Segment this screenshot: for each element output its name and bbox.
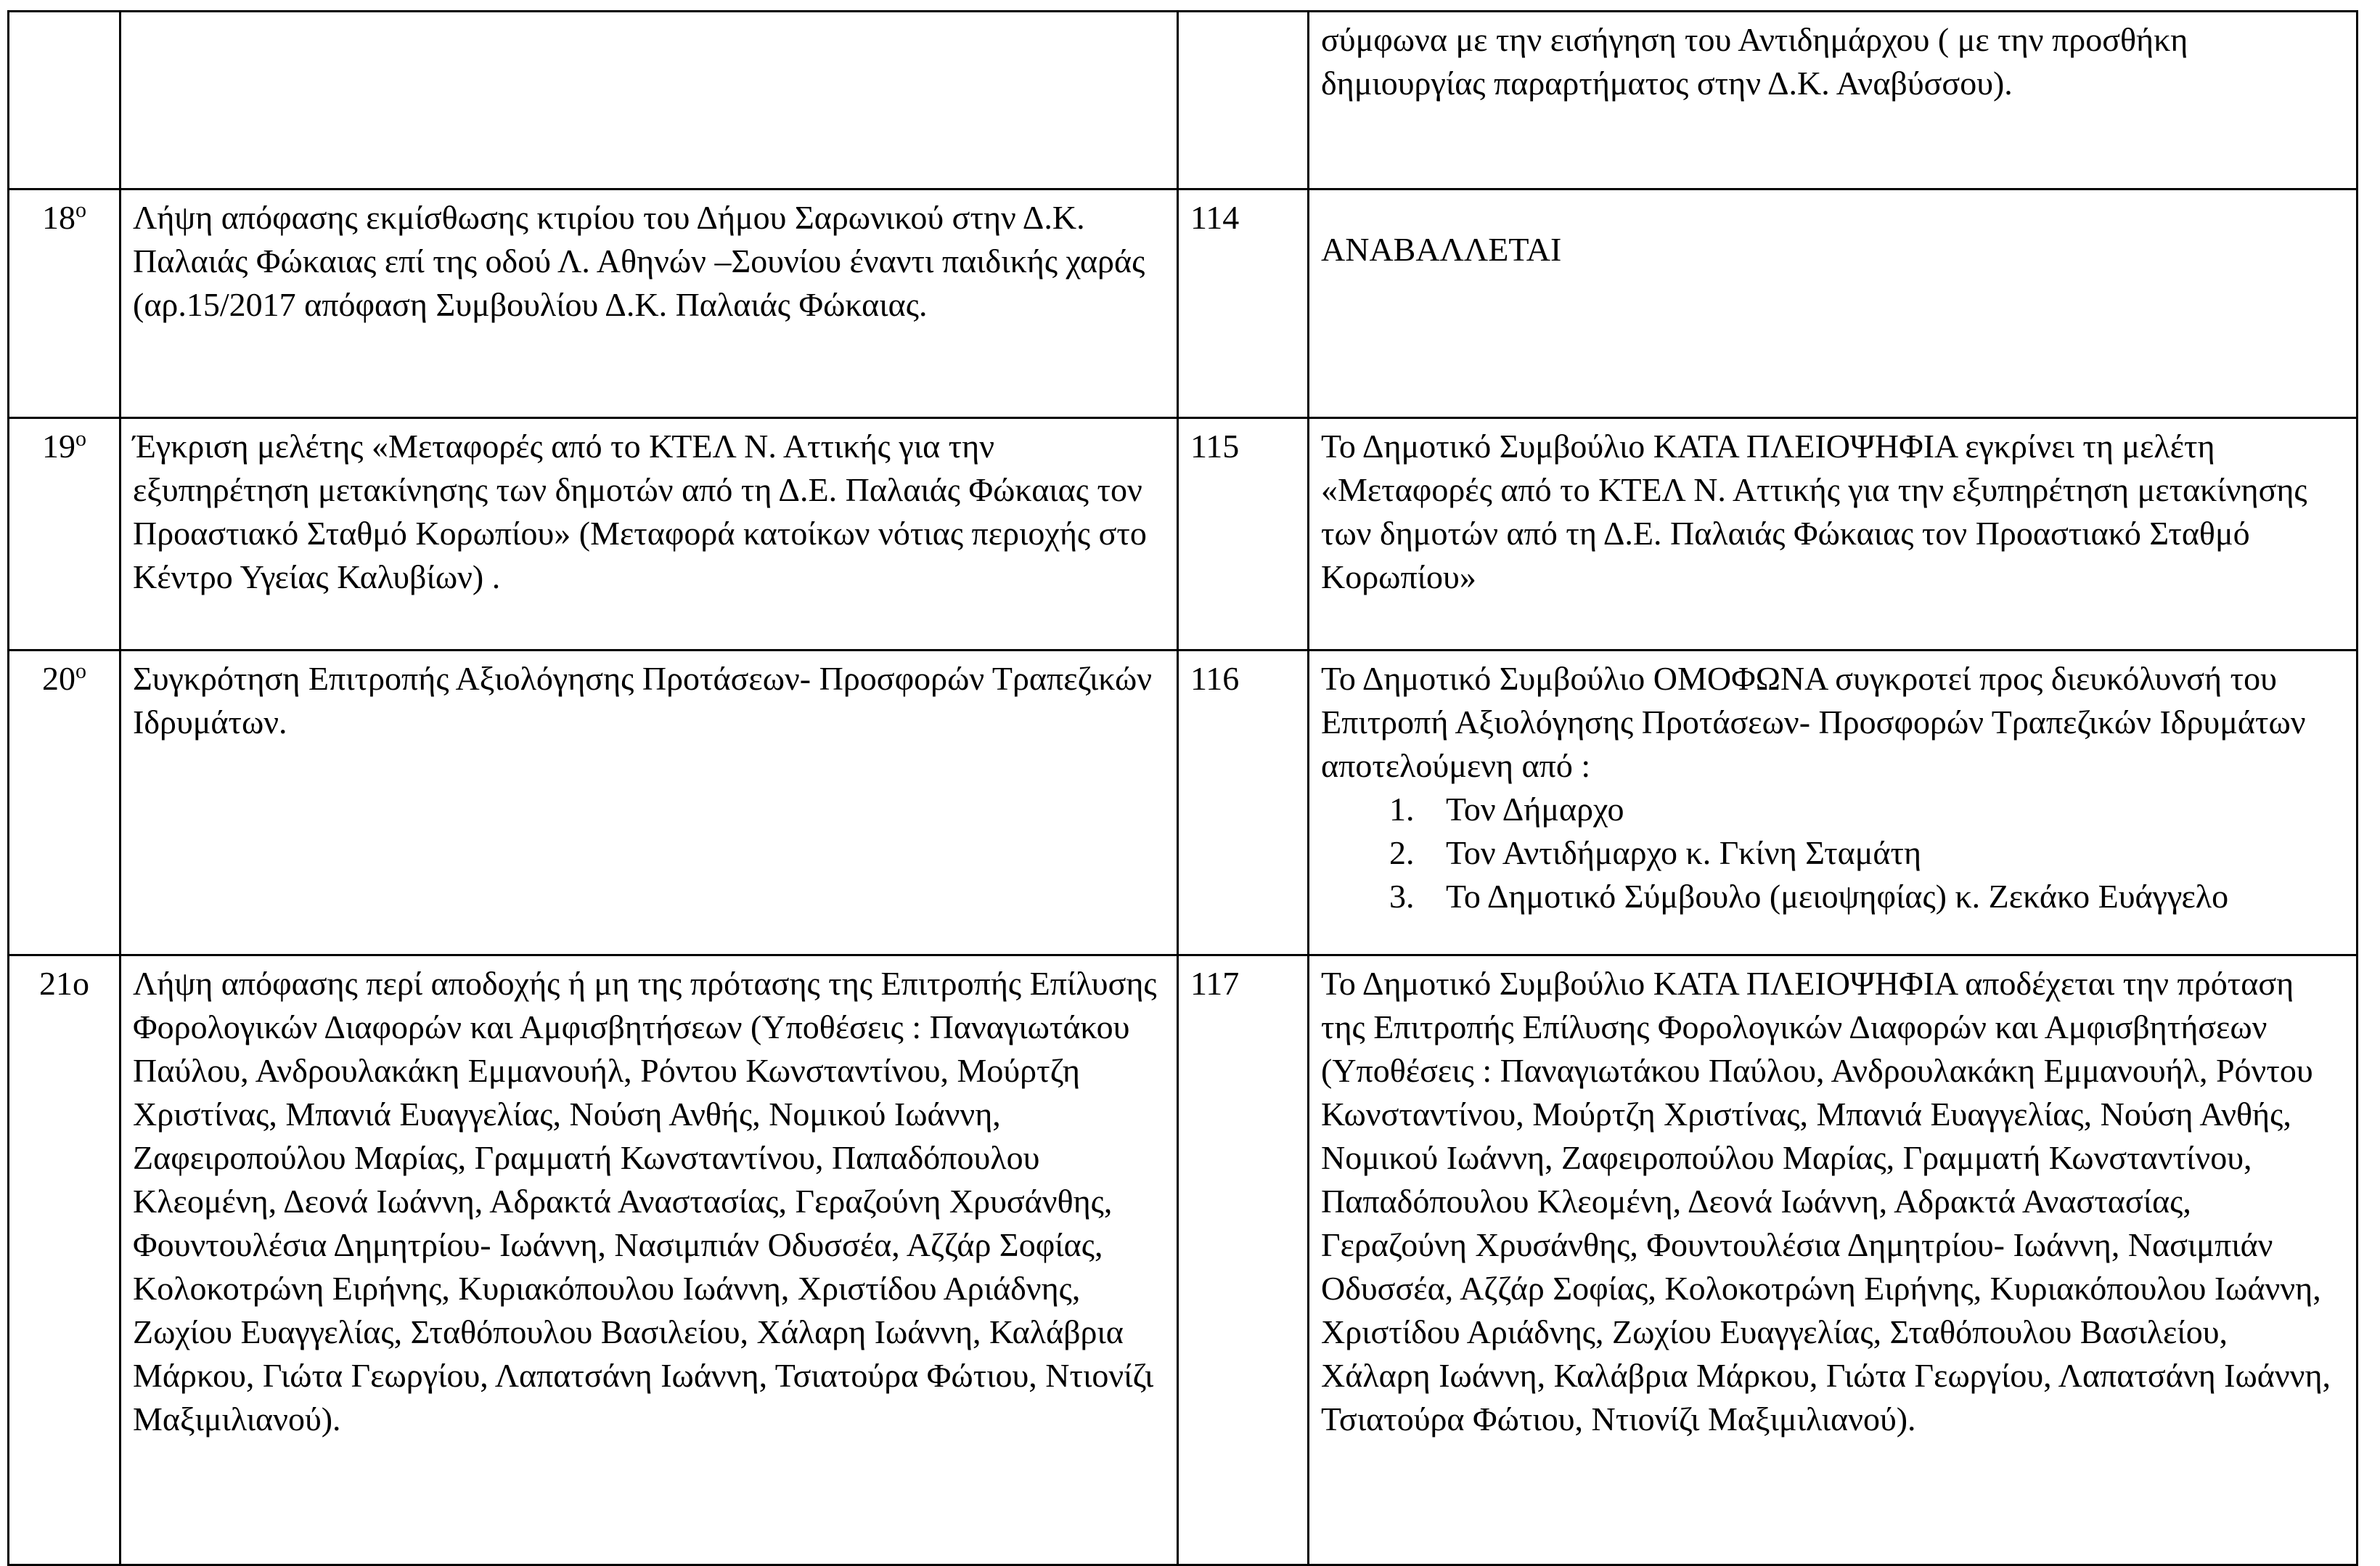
result-cell: σύμφωνα με την εισήγηση του Αντιδημάρχου ( με την προσθήκη δημιουργίας παραρτήματος στην Δ.Κ. Αναβύσσου). xyxy=(1309,12,2357,189)
subject-cell: Λήψη απόφασης εκμίσθωσης κτιρίου του Δήμου Σαρωνικού στην Δ.Κ. Παλαιάς Φώκαιας επί της οδού Λ. Αθηνών –Σουνίου έναντι παιδικής χαράς (αρ.15/2017 απόφαση Συμβουλίου Δ.Κ. Παλαιάς Φώκαιας. xyxy=(120,189,1178,418)
table-row xyxy=(9,189,2357,418)
result-cell: Το Δημοτικό Συμβούλιο ΚΑΤΑ ΠΛΕΙΟΨΗΦΙΑ εγκρίνει τη μελέτη «Μεταφορές από το ΚΤΕΛ Ν. Αττικής για την εξυπηρέτηση μετακίνησης των δημοτών από τη Δ.Ε. Παλαιάς Φώκαιας τον Προαστιακό Σταθμό Κορωπίου» xyxy=(1309,418,2357,651)
subject-cell: Λήψη απόφασης περί αποδοχής ή μη της πρότασης της Επιτροπής Επίλυσης Φορολογικών Διαφορών και Αμφισβητήσεων (Υποθέσεις : Παναγιωτάκου Παύλου, Ανδρουλακάκη Εμμανουήλ, Ρόντου Κωνσταντίνου, Μούρτζη Χριστίνας, Μπανιά Ευαγγελίας, Νούση Ανθής, Νομικού Ιωάννη, Ζαφειροπούλου Μαρίας, Γραμματή Κωνσταντίνου, Παπαδόπουλου Κλεομένη, Δεονά Ιωάννη, Αδρακτά Αναστασίας, Γεραζούνη Χρυσάνθης, Φουντουλέσια Δημητρίου- Ιωάννη, Νασιμπιάν Οδυσσέα, Αζζάρ Σοφίας, Κολοκοτρώνη Ειρήνης, Κυριακόπουλου Ιωάννη, Χριστίδου Αριάδνης, Ζωχίου Ευαγγελίας, Σταθόπουλου Βασιλείου, Χάλαρη Ιωάννη, Καλάβρια Μάρκου, Γιώτα Γεωργίου, Λαπατσάνη Ιωάννη, Τσιατούρα Φώτιου, Ντιονίζι Μαξιμιλιανού). xyxy=(120,955,1178,1565)
subject-cell: Έγκριση μελέτης «Μεταφορές από το ΚΤΕΛ Ν. Αττικής για την εξυπηρέτηση μετακίνησης των δημοτών από τη Δ.Ε. Παλαιάς Φώκαιας τον Προαστιακό Σταθμό Κορωπίου» (Μεταφορά κατοίκων νότιας περιοχής στο Κέντρο Υγείας Καλυβίων) . xyxy=(120,418,1178,651)
committee-members-list xyxy=(1321,788,2344,918)
decision-number-cell: 116 xyxy=(1178,651,1309,955)
item-number-cell: $19^o$ xyxy=(9,418,120,651)
subject-cell: Συγκρότηση Επιτροπής Αξιολόγησης Προτάσεων- Προσφορών Τραπεζικών Ιδρυμάτων. xyxy=(120,651,1178,955)
table-row xyxy=(9,651,2357,955)
list-item: 1. Τον Δήμαρχο xyxy=(1389,791,1624,828)
result-cell: Το Δημοτικό Συμβούλιο ΟΜΟΦΩΝΑ συγκροτεί προς διευκόλυνσή του Επιτροπή Αξιολόγησης Προτάσεων- Προσφορών Τραπεζικών Ιδρυμάτων αποτελούμενη από : 1. Τον Δήμαρχο 2. Τον Αντιδήμαρχο κ. Γκίνη Σταμάτη 3. Το Δημοτικό Σύμβουλο (μειοψηφίας) κ. Ζεκάκο Ευάγγελο xyxy=(1309,651,2357,955)
decision-number-cell: 114 xyxy=(1178,189,1309,418)
table-row xyxy=(9,955,2357,1565)
list-item: 2. Τον Αντιδήμαρχο κ. Γκίνη Σταμάτη xyxy=(1389,834,1922,871)
decision-number-cell: 117 xyxy=(1178,955,1309,1565)
table-row xyxy=(9,418,2357,651)
item-number-cell: $20^o$ xyxy=(9,651,120,955)
item-number-cell: $18^o$ xyxy=(9,189,120,418)
decision-number-cell xyxy=(1178,12,1309,189)
table-row xyxy=(9,12,2357,189)
list-item: 3. Το Δημοτικό Σύμβουλο (μειοψηφίας) κ. Ζεκάκο Ευάγγελο xyxy=(1389,878,2229,915)
item-number-cell xyxy=(9,12,120,189)
decision-number-cell: 115 xyxy=(1178,418,1309,651)
result-cell: ΑΝΑΒΑΛΛΕΤΑΙ xyxy=(1309,189,2357,418)
subject-cell xyxy=(120,12,1178,189)
agenda-decisions-table xyxy=(7,10,2358,1566)
result-cell: Το Δημοτικό Συμβούλιο ΚΑΤΑ ΠΛΕΙΟΨΗΦΙΑ αποδέχεται την πρόταση της Επιτροπής Επίλυσης Φορολογικών Διαφορών και Αμφισβητήσεων (Υποθέσεις : Παναγιωτάκου Παύλου, Ανδρουλακάκη Εμμανουήλ, Ρόντου Κωνσταντίνου, Μούρτζη Χριστίνας, Μπανιά Ευαγγελίας, Νούση Ανθής, Νομικού Ιωάννη, Ζαφειροπούλου Μαρίας, Γραμματή Κωνσταντίνου, Παπαδόπουλου Κλεομένη, Δεονά Ιωάννη, Αδρακτά Αναστασίας, Γεραζούνη Χρυσάνθης, Φουντουλέσια Δημητρίου- Ιωάννη, Νασιμπιάν Οδυσσέα, Αζζάρ Σοφίας, Κολοκοτρώνη Ειρήνης, Κυριακόπουλου Ιωάννη, Χριστίδου Αριάδνης, Ζωχίου Ευαγγελίας, Σταθόπουλου Βασιλείου, Χάλαρη Ιωάννη, Καλάβρια Μάρκου, Γιώτα Γεωργίου, Λαπατσάνη Ιωάννη, Τσιατούρα Φώτιου, Ντιονίζι Μαξιμιλιανού). xyxy=(1309,955,2357,1565)
item-number-cell: 21ο xyxy=(9,955,120,1565)
